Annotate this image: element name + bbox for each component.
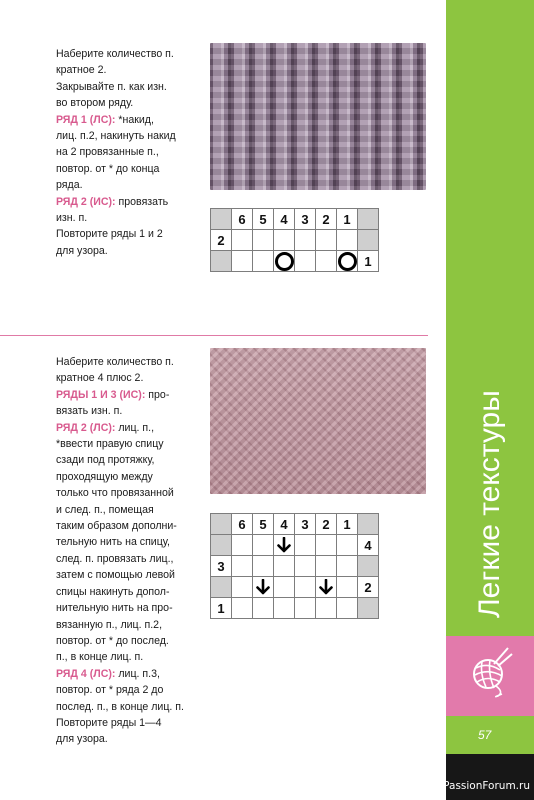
instruction-line: только что провязанной bbox=[56, 487, 174, 500]
instruction-line: на 2 провязанные п., bbox=[56, 146, 159, 159]
down-arrow-icon bbox=[277, 537, 291, 553]
column-number: 2 bbox=[316, 209, 337, 230]
row-instruction: РЯД 4 (ЛС): лиц. п.3, bbox=[56, 667, 160, 680]
instruction-line: повтор. от * до послед. bbox=[56, 634, 169, 647]
chart-cell bbox=[337, 577, 358, 598]
instruction-line: Наберите количество п. bbox=[56, 48, 174, 60]
chart-corner bbox=[211, 209, 232, 230]
instruction-line: спицы накинуть допол- bbox=[56, 585, 170, 598]
row-label: РЯД 2 (ЛС): bbox=[56, 421, 116, 434]
chart-cell bbox=[253, 230, 274, 251]
chart-cell bbox=[337, 535, 358, 556]
row-instruction: РЯД 1 (ЛС): *накид, bbox=[56, 113, 154, 126]
row-instruction: РЯД 2 (ЛС): лиц. п., bbox=[56, 421, 155, 434]
row-number: 1 bbox=[358, 251, 379, 272]
chart-cell bbox=[337, 230, 358, 251]
instruction-line: Наберите количество п. bbox=[56, 356, 174, 368]
chart-cell bbox=[295, 535, 316, 556]
instruction-line: во втором ряду. bbox=[56, 97, 134, 110]
instruction-line: для узора. bbox=[56, 733, 108, 746]
section-title: Легкие текстуры bbox=[473, 390, 506, 618]
knit-sample-photo-2 bbox=[210, 348, 426, 494]
stitch-chart-2 bbox=[210, 513, 379, 619]
instruction-line: нительную нить на про- bbox=[56, 602, 173, 615]
chart-cell bbox=[253, 251, 274, 272]
chart-cell bbox=[232, 251, 253, 272]
chart-cell bbox=[316, 535, 337, 556]
column-number: 6 bbox=[232, 514, 253, 535]
chart-cell bbox=[316, 230, 337, 251]
instruction-line: кратное 2. bbox=[56, 64, 107, 77]
footer-dark-band bbox=[446, 754, 534, 800]
instruction-line: вязанную п., лиц. п.2, bbox=[56, 618, 163, 631]
column-number: 1 bbox=[337, 209, 358, 230]
chart-cell bbox=[274, 577, 295, 598]
instruction-line: Закрывайте п. как изн. bbox=[56, 80, 167, 93]
instruction-line: повтор. от * ряда 2 до bbox=[56, 684, 164, 697]
column-number: 1 bbox=[337, 514, 358, 535]
yarn-over-icon bbox=[275, 252, 294, 271]
chart-cell bbox=[253, 577, 274, 598]
chart-cell bbox=[211, 577, 232, 598]
row-label: РЯДЫ 1 И 3 (ИС): bbox=[56, 388, 146, 401]
yarn-over-icon bbox=[338, 252, 357, 271]
row-label: РЯД 4 (ЛС): bbox=[56, 667, 116, 680]
chart-cell bbox=[358, 556, 379, 577]
chart-corner bbox=[358, 514, 379, 535]
section-divider bbox=[0, 335, 428, 336]
down-arrow-icon bbox=[256, 579, 270, 595]
row-label: РЯД 2 (ИС): bbox=[56, 195, 116, 208]
yarn-ball-icon bbox=[468, 644, 514, 698]
chart-cell bbox=[232, 598, 253, 619]
instruction-line: затем с помощью левой bbox=[56, 569, 175, 582]
instruction-line: тельную нить на спицу, bbox=[56, 536, 170, 549]
chart-cell bbox=[253, 556, 274, 577]
instruction-line: и след. п., помещая bbox=[56, 503, 154, 516]
chart-cell bbox=[232, 577, 253, 598]
chart-cell bbox=[232, 230, 253, 251]
chart-cell bbox=[211, 535, 232, 556]
column-number: 2 bbox=[316, 514, 337, 535]
row-label: РЯД 1 (ЛС): bbox=[56, 113, 116, 126]
instruction-line: лиц. п.2, накинуть накид bbox=[56, 130, 176, 143]
knit-sample-photo-1 bbox=[210, 43, 426, 190]
chart-cell bbox=[274, 556, 295, 577]
row-number: 4 bbox=[358, 535, 379, 556]
chart-cell bbox=[274, 251, 295, 272]
chart-cell bbox=[316, 251, 337, 272]
instruction-line: изн. п. bbox=[56, 212, 88, 225]
chart-cell bbox=[295, 230, 316, 251]
instruction-line: таким образом дополни- bbox=[56, 520, 177, 533]
down-arrow-icon bbox=[319, 579, 333, 595]
instruction-line: п., в конце лиц. п. bbox=[56, 651, 144, 664]
chart-cell bbox=[253, 598, 274, 619]
chart-cell bbox=[253, 535, 274, 556]
page-number: 57 bbox=[478, 728, 492, 742]
column-number: 4 bbox=[274, 209, 295, 230]
pattern-2-instructions bbox=[56, 354, 184, 748]
row-number: 2 bbox=[211, 230, 232, 251]
column-number: 3 bbox=[295, 209, 316, 230]
chart-cell bbox=[274, 598, 295, 619]
row-number: 1 bbox=[211, 598, 232, 619]
column-number: 6 bbox=[232, 209, 253, 230]
column-number: 5 bbox=[253, 209, 274, 230]
column-number: 4 bbox=[274, 514, 295, 535]
chart-cell bbox=[295, 598, 316, 619]
instruction-line: послед. п., в конце лиц. п. bbox=[56, 700, 184, 713]
chart-cell bbox=[232, 535, 253, 556]
pattern-1-instructions bbox=[56, 46, 176, 259]
chart-cell bbox=[295, 251, 316, 272]
chart-cell bbox=[274, 535, 295, 556]
chart-cell bbox=[211, 251, 232, 272]
instruction-line: кратное 4 плюс 2. bbox=[56, 372, 144, 385]
chart-cell bbox=[274, 230, 295, 251]
column-number: 5 bbox=[253, 514, 274, 535]
chart-cell bbox=[337, 556, 358, 577]
row-number: 2 bbox=[358, 577, 379, 598]
row-instruction: РЯД 2 (ИС): провязать bbox=[56, 195, 169, 208]
chart-cell bbox=[316, 577, 337, 598]
instruction-line: повтор. от * до конца bbox=[56, 162, 160, 175]
instruction-line: Повторите ряды 1 и 2 bbox=[56, 228, 163, 241]
chart-cell bbox=[232, 556, 253, 577]
chart-cell bbox=[316, 598, 337, 619]
instruction-line: ряда. bbox=[56, 179, 83, 192]
instruction-line: для узора. bbox=[56, 244, 108, 257]
stitch-chart-1 bbox=[210, 208, 379, 272]
row-number: 3 bbox=[211, 556, 232, 577]
chart-cell bbox=[337, 598, 358, 619]
chart-cell bbox=[358, 598, 379, 619]
instruction-line: след. п. провязать лиц., bbox=[56, 552, 174, 565]
instruction-line: *ввести правую спицу bbox=[56, 438, 164, 451]
chart-cell bbox=[295, 556, 316, 577]
chart-cell bbox=[337, 251, 358, 272]
chart-corner bbox=[211, 514, 232, 535]
instruction-line: Повторите ряды 1—4 bbox=[56, 716, 162, 729]
chart-corner bbox=[358, 209, 379, 230]
chart-cell bbox=[316, 556, 337, 577]
column-number: 3 bbox=[295, 514, 316, 535]
instruction-line: сзади под протяжку, bbox=[56, 454, 155, 467]
instruction-line: проходящую между bbox=[56, 470, 153, 483]
instruction-line: вязать изн. п. bbox=[56, 405, 123, 418]
row-instruction: РЯДЫ 1 И 3 (ИС): про- bbox=[56, 388, 170, 401]
watermark: PassionForum.ru bbox=[443, 780, 530, 792]
chart-cell bbox=[358, 230, 379, 251]
chart-cell bbox=[295, 577, 316, 598]
